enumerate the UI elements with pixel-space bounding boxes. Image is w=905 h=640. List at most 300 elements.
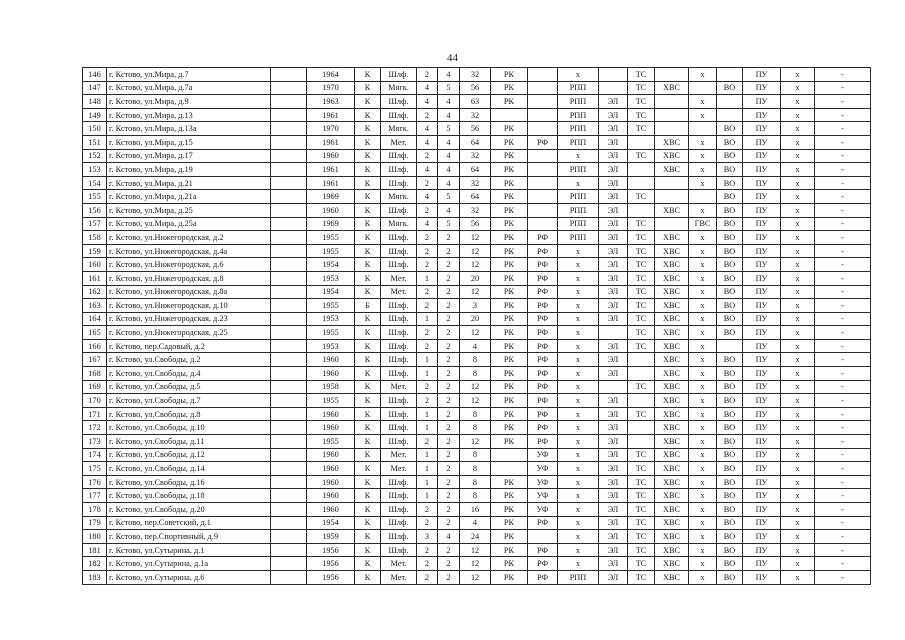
table-cell: - (815, 231, 871, 245)
table-cell: 166 (83, 339, 107, 353)
table-cell (271, 394, 307, 408)
table-cell: г. Кстово, ул.Нижегородская, д.10 (107, 299, 271, 313)
table-cell: ХВС (655, 448, 689, 462)
table-cell: х (558, 285, 599, 299)
table-cell: - (815, 557, 871, 571)
table-cell: ТС (628, 217, 655, 231)
table-cell: 2 (438, 394, 460, 408)
table-cell: РК (491, 421, 528, 435)
table-cell: х (689, 135, 717, 149)
table-cell: г. Кстово, ул.Мира, д.21 (107, 176, 271, 190)
table-cell: ПУ (743, 68, 781, 82)
table-cell (528, 190, 558, 204)
table-cell: ПУ (743, 516, 781, 530)
table-cell: РФ (528, 435, 558, 449)
table-cell: РК (491, 516, 528, 530)
table-cell: г. Кстово, ул.Свободы, д.8 (107, 407, 271, 421)
table-cell: - (815, 353, 871, 367)
table-cell: ВО (717, 176, 743, 190)
table-cell: 2 (417, 203, 438, 217)
table-cell: 2 (438, 570, 460, 584)
table-cell: ТС (628, 530, 655, 544)
table-cell: х (781, 448, 815, 462)
table-cell: г. Кстово, ул.Сутырина, д.1а (107, 557, 271, 571)
table-cell: 4 (417, 190, 438, 204)
table-cell (271, 95, 307, 109)
table-cell: 1954 (307, 258, 355, 272)
table-cell: РК (491, 435, 528, 449)
table-cell: 1959 (307, 530, 355, 544)
table-cell: ТС (628, 516, 655, 530)
table-cell: х (781, 231, 815, 245)
table-cell: 1963 (307, 95, 355, 109)
table-cell: РФ (528, 557, 558, 571)
table-cell: 176 (83, 475, 107, 489)
table-row (83, 489, 871, 503)
table-cell: РК (491, 570, 528, 584)
table-cell: РФ (528, 407, 558, 421)
table-cell: ЭЛ (599, 475, 628, 489)
table-cell: 2 (417, 231, 438, 245)
table-cell: 4 (417, 122, 438, 136)
table-cell: 4 (438, 203, 460, 217)
table-cell: 56 (460, 122, 491, 136)
table-cell: 1961 (307, 176, 355, 190)
table-cell: 2 (438, 299, 460, 313)
table-cell: ТС (628, 503, 655, 517)
table-cell: 2 (417, 394, 438, 408)
table-cell: г. Кстово, ул.Свободы, д.18 (107, 489, 271, 503)
table-cell: 158 (83, 231, 107, 245)
table-cell: - (815, 543, 871, 557)
table-cell: 2 (417, 326, 438, 340)
table-cell: 183 (83, 570, 107, 584)
table-cell: 1955 (307, 299, 355, 313)
table-cell: ВО (717, 285, 743, 299)
table-cell: К (355, 462, 381, 476)
table-cell: 2 (438, 271, 460, 285)
table-cell: 4 (438, 68, 460, 82)
table-cell: Шлф. (381, 543, 417, 557)
table-cell: х (558, 557, 599, 571)
table-cell: РФ (528, 271, 558, 285)
table-cell: 147 (83, 81, 107, 95)
table-cell: ЭЛ (599, 503, 628, 517)
table-cell: ВО (717, 462, 743, 476)
table-cell: ВО (717, 231, 743, 245)
table-cell: ЭЛ (599, 543, 628, 557)
table-cell: - (815, 190, 871, 204)
table-cell (655, 122, 689, 136)
table-cell: - (815, 258, 871, 272)
table-cell: К (355, 516, 381, 530)
table-cell: 2 (438, 285, 460, 299)
table-cell: 1970 (307, 122, 355, 136)
table-cell: х (781, 367, 815, 381)
table-cell: 1 (417, 489, 438, 503)
table-cell: х (781, 176, 815, 190)
table-row (83, 203, 871, 217)
table-row (83, 81, 871, 95)
table-cell: 1955 (307, 244, 355, 258)
table-cell: 178 (83, 503, 107, 517)
table-row (83, 475, 871, 489)
table-cell: г. Кстово, ул.Свободы, д.20 (107, 503, 271, 517)
table-cell: ПУ (743, 353, 781, 367)
table-cell (271, 108, 307, 122)
table-cell: ЭЛ (599, 176, 628, 190)
table-cell: 1960 (307, 421, 355, 435)
table-cell: ЭЛ (599, 557, 628, 571)
table-cell: г. Кстово, ул.Мира, д.13 (107, 108, 271, 122)
table-row (83, 448, 871, 462)
table-cell (271, 258, 307, 272)
table-cell (271, 570, 307, 584)
table-cell: х (781, 312, 815, 326)
table-cell: ХВС (655, 380, 689, 394)
table-cell (599, 68, 628, 82)
table-cell (271, 217, 307, 231)
table-cell: 4 (417, 95, 438, 109)
table-row (83, 326, 871, 340)
table-cell: ПУ (743, 326, 781, 340)
table-cell (491, 448, 528, 462)
table-cell: РФ (528, 339, 558, 353)
table-cell: РК (491, 475, 528, 489)
table-cell (271, 421, 307, 435)
table-cell: РК (491, 326, 528, 340)
table-cell: 16 (460, 503, 491, 517)
table-cell: ХВС (655, 516, 689, 530)
table-cell (271, 163, 307, 177)
table-cell: х (781, 285, 815, 299)
table-cell: г. Кстово, ул.Свободы, д.5 (107, 380, 271, 394)
table-cell: х (781, 149, 815, 163)
table-cell: РФ (528, 244, 558, 258)
table-row (83, 380, 871, 394)
table-cell: ВО (717, 557, 743, 571)
table-cell: Шлф. (381, 244, 417, 258)
table-cell: х (558, 326, 599, 340)
table-cell: г. Кстово, ул.Мира, д.21а (107, 190, 271, 204)
table-cell: РПП (558, 231, 599, 245)
table-cell (271, 516, 307, 530)
table-cell: 20 (460, 271, 491, 285)
table-cell: х (558, 530, 599, 544)
table-cell: ТС (628, 244, 655, 258)
table-cell: х (689, 407, 717, 421)
table-cell: 1955 (307, 326, 355, 340)
table-row (83, 435, 871, 449)
table-cell: 2 (417, 258, 438, 272)
table-cell: х (781, 489, 815, 503)
table-cell: ПУ (743, 489, 781, 503)
table-cell: ПУ (743, 421, 781, 435)
table-cell: г. Кстово, ул.Мира, д.17 (107, 149, 271, 163)
table-cell: ПУ (743, 448, 781, 462)
table-cell: 1955 (307, 231, 355, 245)
table-cell (271, 380, 307, 394)
table-cell: 1 (417, 462, 438, 476)
table-row (83, 244, 871, 258)
table-cell: ТС (628, 81, 655, 95)
table-cell: ПУ (743, 203, 781, 217)
table-cell (491, 462, 528, 476)
table-cell: 165 (83, 326, 107, 340)
table-cell: 172 (83, 421, 107, 435)
table-cell: 1961 (307, 108, 355, 122)
table-cell (271, 530, 307, 544)
table-cell (599, 81, 628, 95)
table-cell: РК (491, 299, 528, 313)
table-cell: 146 (83, 68, 107, 82)
table-cell: ЭЛ (599, 339, 628, 353)
table-cell: ТС (628, 95, 655, 109)
table-cell: 8 (460, 353, 491, 367)
table-cell (271, 271, 307, 285)
table-cell: ЭЛ (599, 135, 628, 149)
table-cell: 5 (438, 217, 460, 231)
table-cell: 4 (438, 163, 460, 177)
table-cell: 2 (438, 448, 460, 462)
table-cell: ЭЛ (599, 530, 628, 544)
table-cell: РК (491, 190, 528, 204)
table-cell: ХВС (655, 135, 689, 149)
table-cell: Б (355, 299, 381, 313)
table-cell: 170 (83, 394, 107, 408)
table-cell: РПП (558, 122, 599, 136)
table-cell: ПУ (743, 258, 781, 272)
table-cell: 8 (460, 462, 491, 476)
table-cell: 2 (438, 367, 460, 381)
table-cell: ПУ (743, 435, 781, 449)
table-cell: х (689, 475, 717, 489)
table-cell: - (815, 448, 871, 462)
table-cell: 2 (438, 503, 460, 517)
table-cell: ХВС (655, 530, 689, 544)
table-cell: РК (491, 530, 528, 544)
table-cell: 2 (438, 421, 460, 435)
table-row (83, 367, 871, 381)
table-cell: ЭЛ (599, 367, 628, 381)
table-cell: 148 (83, 95, 107, 109)
table-cell: 161 (83, 271, 107, 285)
table-cell: ЭЛ (599, 285, 628, 299)
table-cell: ПУ (743, 407, 781, 421)
table-cell: ВО (717, 190, 743, 204)
table-cell: х (689, 367, 717, 381)
table-cell: Шлф. (381, 530, 417, 544)
table-cell (628, 176, 655, 190)
table-cell: х (689, 353, 717, 367)
table-cell: ТС (628, 231, 655, 245)
table-row (83, 353, 871, 367)
table-cell: ПУ (743, 543, 781, 557)
table-cell: РК (491, 285, 528, 299)
table-cell: Шлф. (381, 503, 417, 517)
table-cell: г. Кстово, ул.Мира, д.13а (107, 122, 271, 136)
table-cell: К (355, 435, 381, 449)
table-cell (271, 475, 307, 489)
table-row (83, 190, 871, 204)
table-cell: х (781, 543, 815, 557)
table-cell: - (815, 122, 871, 136)
table-cell: Мет. (381, 570, 417, 584)
table-cell: ХВС (655, 570, 689, 584)
table-cell: 12 (460, 394, 491, 408)
table-cell: 167 (83, 353, 107, 367)
table-cell: РФ (528, 380, 558, 394)
table-cell: ВО (717, 516, 743, 530)
table-cell: - (815, 421, 871, 435)
table-cell: - (815, 81, 871, 95)
table-cell: Шлф. (381, 421, 417, 435)
table-cell: г. Кстово, ул.Нижегородская, д.25 (107, 326, 271, 340)
table-cell: х (781, 407, 815, 421)
table-cell: РК (491, 353, 528, 367)
table-cell: ВО (717, 312, 743, 326)
table-cell: 174 (83, 448, 107, 462)
table-cell (528, 149, 558, 163)
table-cell: х (558, 68, 599, 82)
table-cell: 154 (83, 176, 107, 190)
table-cell: 152 (83, 149, 107, 163)
table-cell: РК (491, 135, 528, 149)
table-cell: 1961 (307, 163, 355, 177)
table-cell: х (558, 312, 599, 326)
table-row (83, 570, 871, 584)
table-cell: х (689, 108, 717, 122)
table-cell (628, 421, 655, 435)
table-cell: Мягк. (381, 190, 417, 204)
table-cell: 12 (460, 435, 491, 449)
table-cell: ХВС (655, 149, 689, 163)
table-cell (628, 394, 655, 408)
table-cell: ХВС (655, 163, 689, 177)
table-cell: х (558, 244, 599, 258)
housing-registry-table (82, 67, 871, 585)
table-cell: 175 (83, 462, 107, 476)
table-cell: РФ (528, 421, 558, 435)
table-cell: 2 (417, 108, 438, 122)
table-cell: 4 (438, 149, 460, 163)
table-cell: х (781, 326, 815, 340)
table-cell: К (355, 108, 381, 122)
table-row (83, 407, 871, 421)
table-cell (655, 217, 689, 231)
table-cell: К (355, 217, 381, 231)
table-cell: х (781, 203, 815, 217)
table-cell: 2 (417, 285, 438, 299)
table-cell: РФ (528, 570, 558, 584)
table-row (83, 231, 871, 245)
table-cell: 4 (417, 163, 438, 177)
table-cell: г. Кстово, ул.Нижегородская, д.2 (107, 231, 271, 245)
table-cell: РК (491, 176, 528, 190)
table-cell: ХВС (655, 475, 689, 489)
table-cell: х (781, 299, 815, 313)
table-cell: 164 (83, 312, 107, 326)
table-cell: ВО (717, 380, 743, 394)
table-cell: х (689, 543, 717, 557)
table-cell: Мет. (381, 380, 417, 394)
table-cell: РК (491, 81, 528, 95)
table-cell: ЭЛ (599, 299, 628, 313)
table-cell: х (558, 503, 599, 517)
table-cell: ВО (717, 503, 743, 517)
table-cell (271, 176, 307, 190)
table-cell: ХВС (655, 312, 689, 326)
table-cell: - (815, 217, 871, 231)
table-cell: ТС (628, 312, 655, 326)
table-cell: х (689, 271, 717, 285)
table-row (83, 108, 871, 122)
table-cell: ВО (717, 448, 743, 462)
table-cell: К (355, 380, 381, 394)
table-cell: х (689, 68, 717, 82)
table-cell: РК (491, 122, 528, 136)
table-cell: К (355, 190, 381, 204)
table-cell: 181 (83, 543, 107, 557)
table-cell: х (689, 244, 717, 258)
table-cell: ВО (717, 81, 743, 95)
table-cell: Шлф. (381, 312, 417, 326)
table-cell: РК (491, 203, 528, 217)
table-cell: Мет. (381, 448, 417, 462)
table-cell: г. Кстово, ул.Свободы, д.10 (107, 421, 271, 435)
table-cell: Шлф. (381, 163, 417, 177)
table-cell: РФ (528, 543, 558, 557)
table-cell: ХВС (655, 285, 689, 299)
table-cell: г. Кстово, пер.Садовый, д.2 (107, 339, 271, 353)
table-cell: х (689, 394, 717, 408)
table-cell: - (815, 163, 871, 177)
table-cell: ТС (628, 557, 655, 571)
table-cell: х (558, 435, 599, 449)
table-cell: г. Кстово, ул.Сутырина, д.6 (107, 570, 271, 584)
table-cell: 1958 (307, 380, 355, 394)
table-cell (271, 489, 307, 503)
table-cell: ЭЛ (599, 122, 628, 136)
table-row (83, 421, 871, 435)
table-cell: - (815, 516, 871, 530)
table-cell: ПУ (743, 81, 781, 95)
table-cell: х (781, 530, 815, 544)
table-cell: - (815, 367, 871, 381)
table-cell: РК (491, 380, 528, 394)
table-cell (271, 285, 307, 299)
table-cell: 2 (417, 176, 438, 190)
table-cell: РК (491, 312, 528, 326)
table-cell: ТС (628, 258, 655, 272)
table-cell: РК (491, 489, 528, 503)
table-cell: ВО (717, 435, 743, 449)
table-cell (717, 68, 743, 82)
table-cell: - (815, 135, 871, 149)
table-cell: 8 (460, 367, 491, 381)
table-cell: ПУ (743, 163, 781, 177)
table-cell: 2 (417, 543, 438, 557)
table-cell: РФ (528, 299, 558, 313)
table-cell: х (689, 299, 717, 313)
table-cell: ВО (717, 299, 743, 313)
table-cell: 150 (83, 122, 107, 136)
table-cell: - (815, 244, 871, 258)
table-cell: 1 (417, 353, 438, 367)
table-cell: 2 (438, 339, 460, 353)
table-cell: ВО (717, 394, 743, 408)
table-cell (599, 380, 628, 394)
